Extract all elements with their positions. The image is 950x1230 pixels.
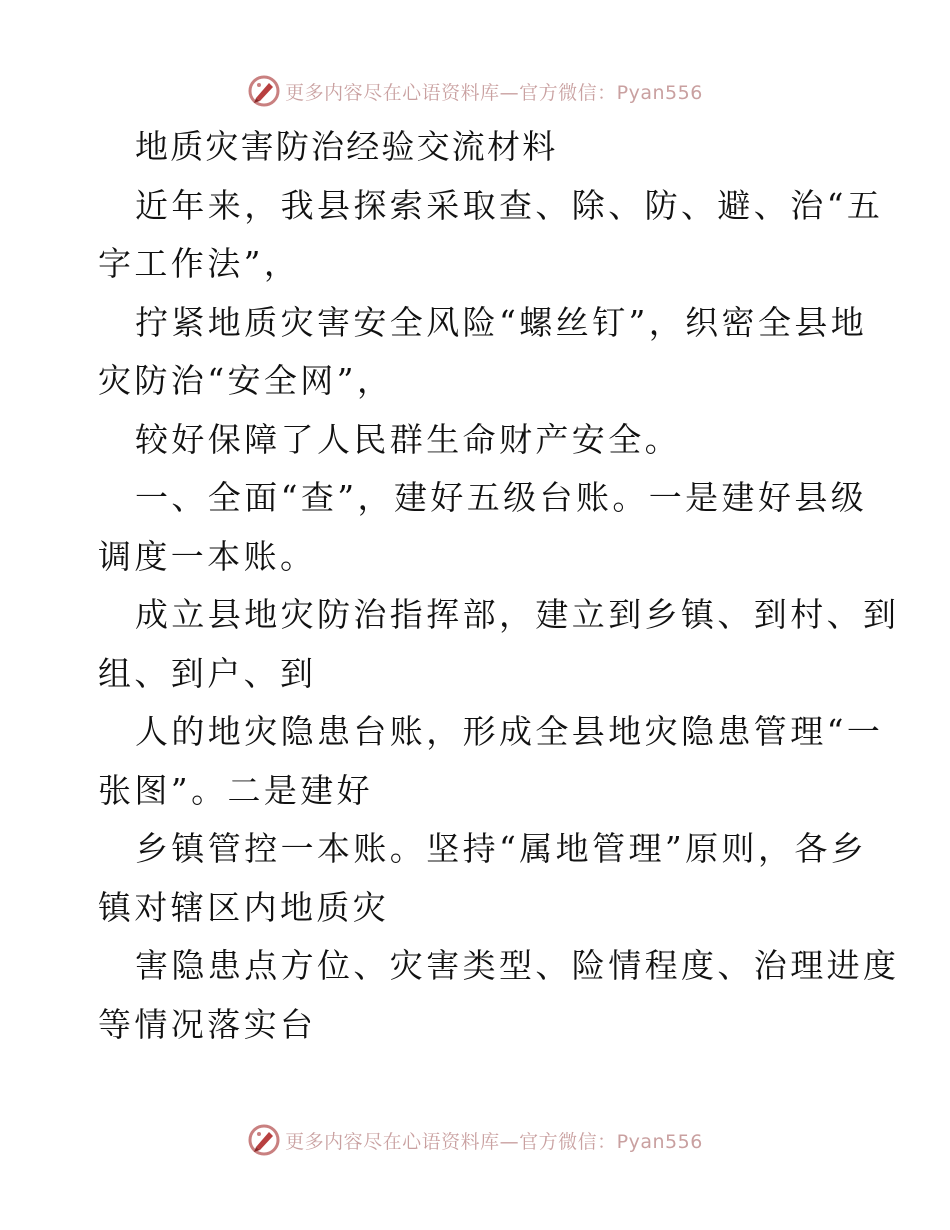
text-line: 调度一本账。 bbox=[98, 536, 317, 576]
header-watermark bbox=[0, 71, 950, 111]
text-line: 人的地灾隐患台账，形成全县地灾隐患管理“一 bbox=[135, 712, 884, 751]
pen-logo-icon bbox=[247, 1123, 281, 1157]
watermark-text: 更多内容尽在心语资料库—官方微信：Pyan556 bbox=[285, 81, 703, 104]
text-line: 拧紧地质灾害安全风险“螺丝钉”，织密全县地 bbox=[135, 302, 868, 342]
text-line: 近年来，我县探索采取查、除、防、避、治“五 bbox=[135, 185, 884, 225]
text-line: 等情况落实台 bbox=[98, 1004, 317, 1044]
watermark-wechat-id: Pyan556 bbox=[616, 1130, 703, 1153]
text-line: 一、全面“查”，建好五级台账。一是建好县级 bbox=[135, 478, 868, 517]
text-line: 灾防治“安全网”， bbox=[98, 361, 394, 400]
pen-logo-icon bbox=[247, 74, 281, 108]
document-body bbox=[98, 118, 900, 1054]
text-line: 字工作法”， bbox=[98, 244, 301, 283]
text-line: 成立县地灾防治指挥部，建立到乡镇、到村、到 bbox=[135, 595, 900, 634]
document-title: 地质灾害防治经验交流材料 bbox=[135, 127, 558, 166]
text-line: 较好保障了人民群生命财产安全。 bbox=[135, 419, 681, 459]
text-line: 乡镇管控一本账。坚持“属地管理”原则，各乡 bbox=[135, 829, 868, 868]
text-line: 镇对辖区内地质灾 bbox=[98, 887, 390, 927]
footer-watermark bbox=[0, 1120, 950, 1160]
text-line: 张图”。二是建好 bbox=[98, 770, 374, 810]
text-line: 组、到户、到 bbox=[98, 653, 317, 693]
text-line: 害隐患点方位、灾害类型、险情程度、治理进度 bbox=[135, 946, 900, 985]
watermark-wechat-id: Pyan556 bbox=[616, 81, 703, 104]
document-paragraphs bbox=[98, 177, 900, 1055]
watermark-text: 更多内容尽在心语资料库—官方微信：Pyan556 bbox=[285, 1130, 703, 1153]
